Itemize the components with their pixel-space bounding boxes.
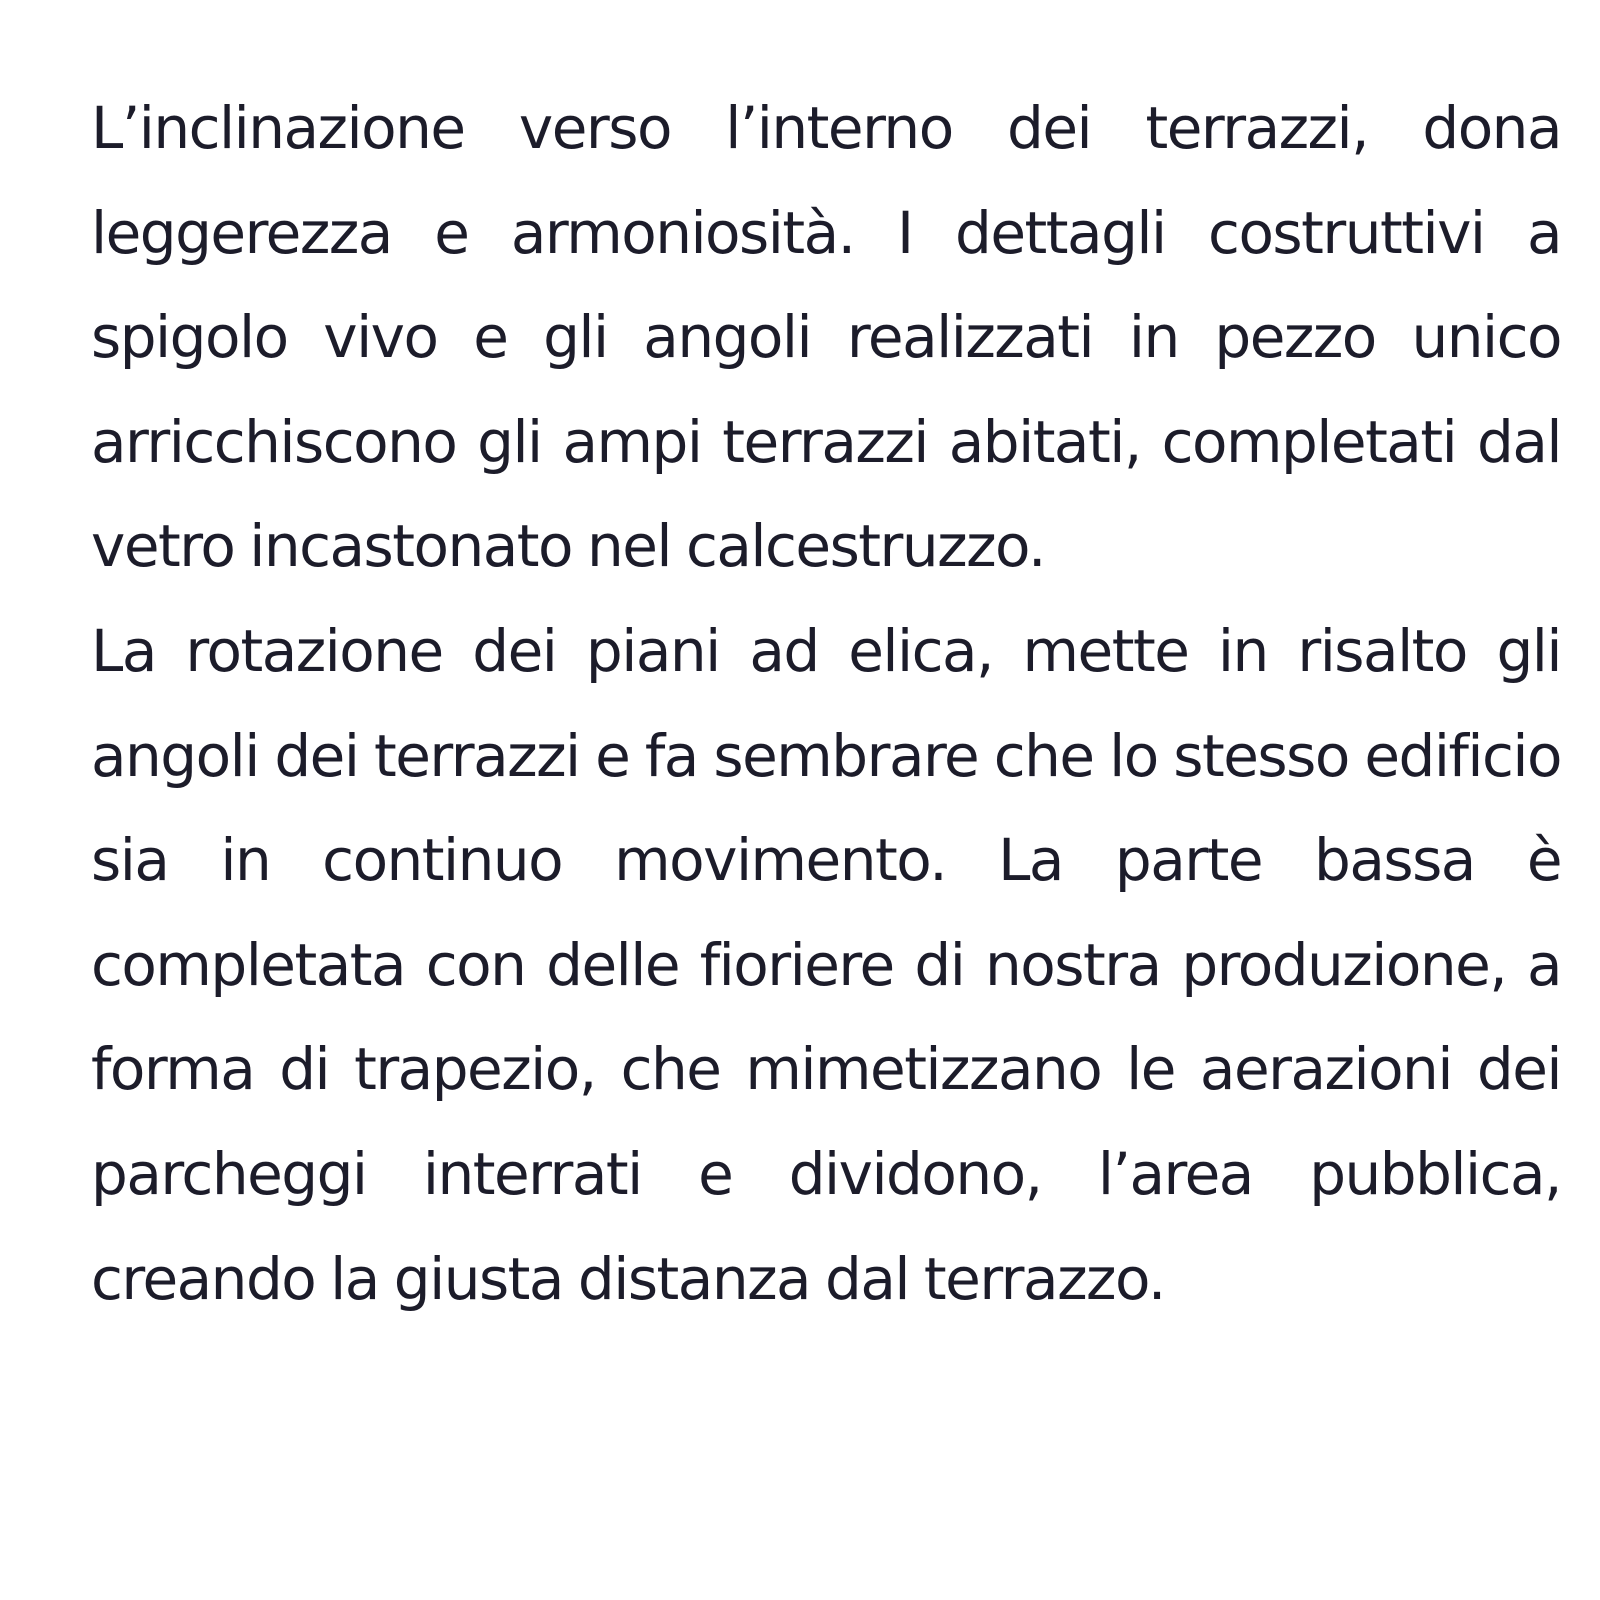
paragraph-rotation: La rotazione dei piani ad elica, mette in risalto gli angoli dei terrazzi e fa sembrare che lo stesso edificio sia in continuo movimento. La parte bassa è completata con delle fioriere di nostra produzione, a forma di trapezio, che mimetizzano le aerazioni dei parcheggi interrati e dividono, l’area pubblica, creando la giusta distanza dal terrazzo.: [91, 616, 1561, 1313]
body-text: [91, 76, 1561, 1331]
paragraph-terraces: L’inclinazione verso l’interno dei terrazzi, dona leggerezza e armoniosità. I dettagli costruttivi a spigolo vivo e gli angoli realizzati in pezzo unico arricchiscono gli ampi terrazzi abitati, completati dal vetro incastonato nel calcestruzzo.: [91, 94, 1561, 581]
